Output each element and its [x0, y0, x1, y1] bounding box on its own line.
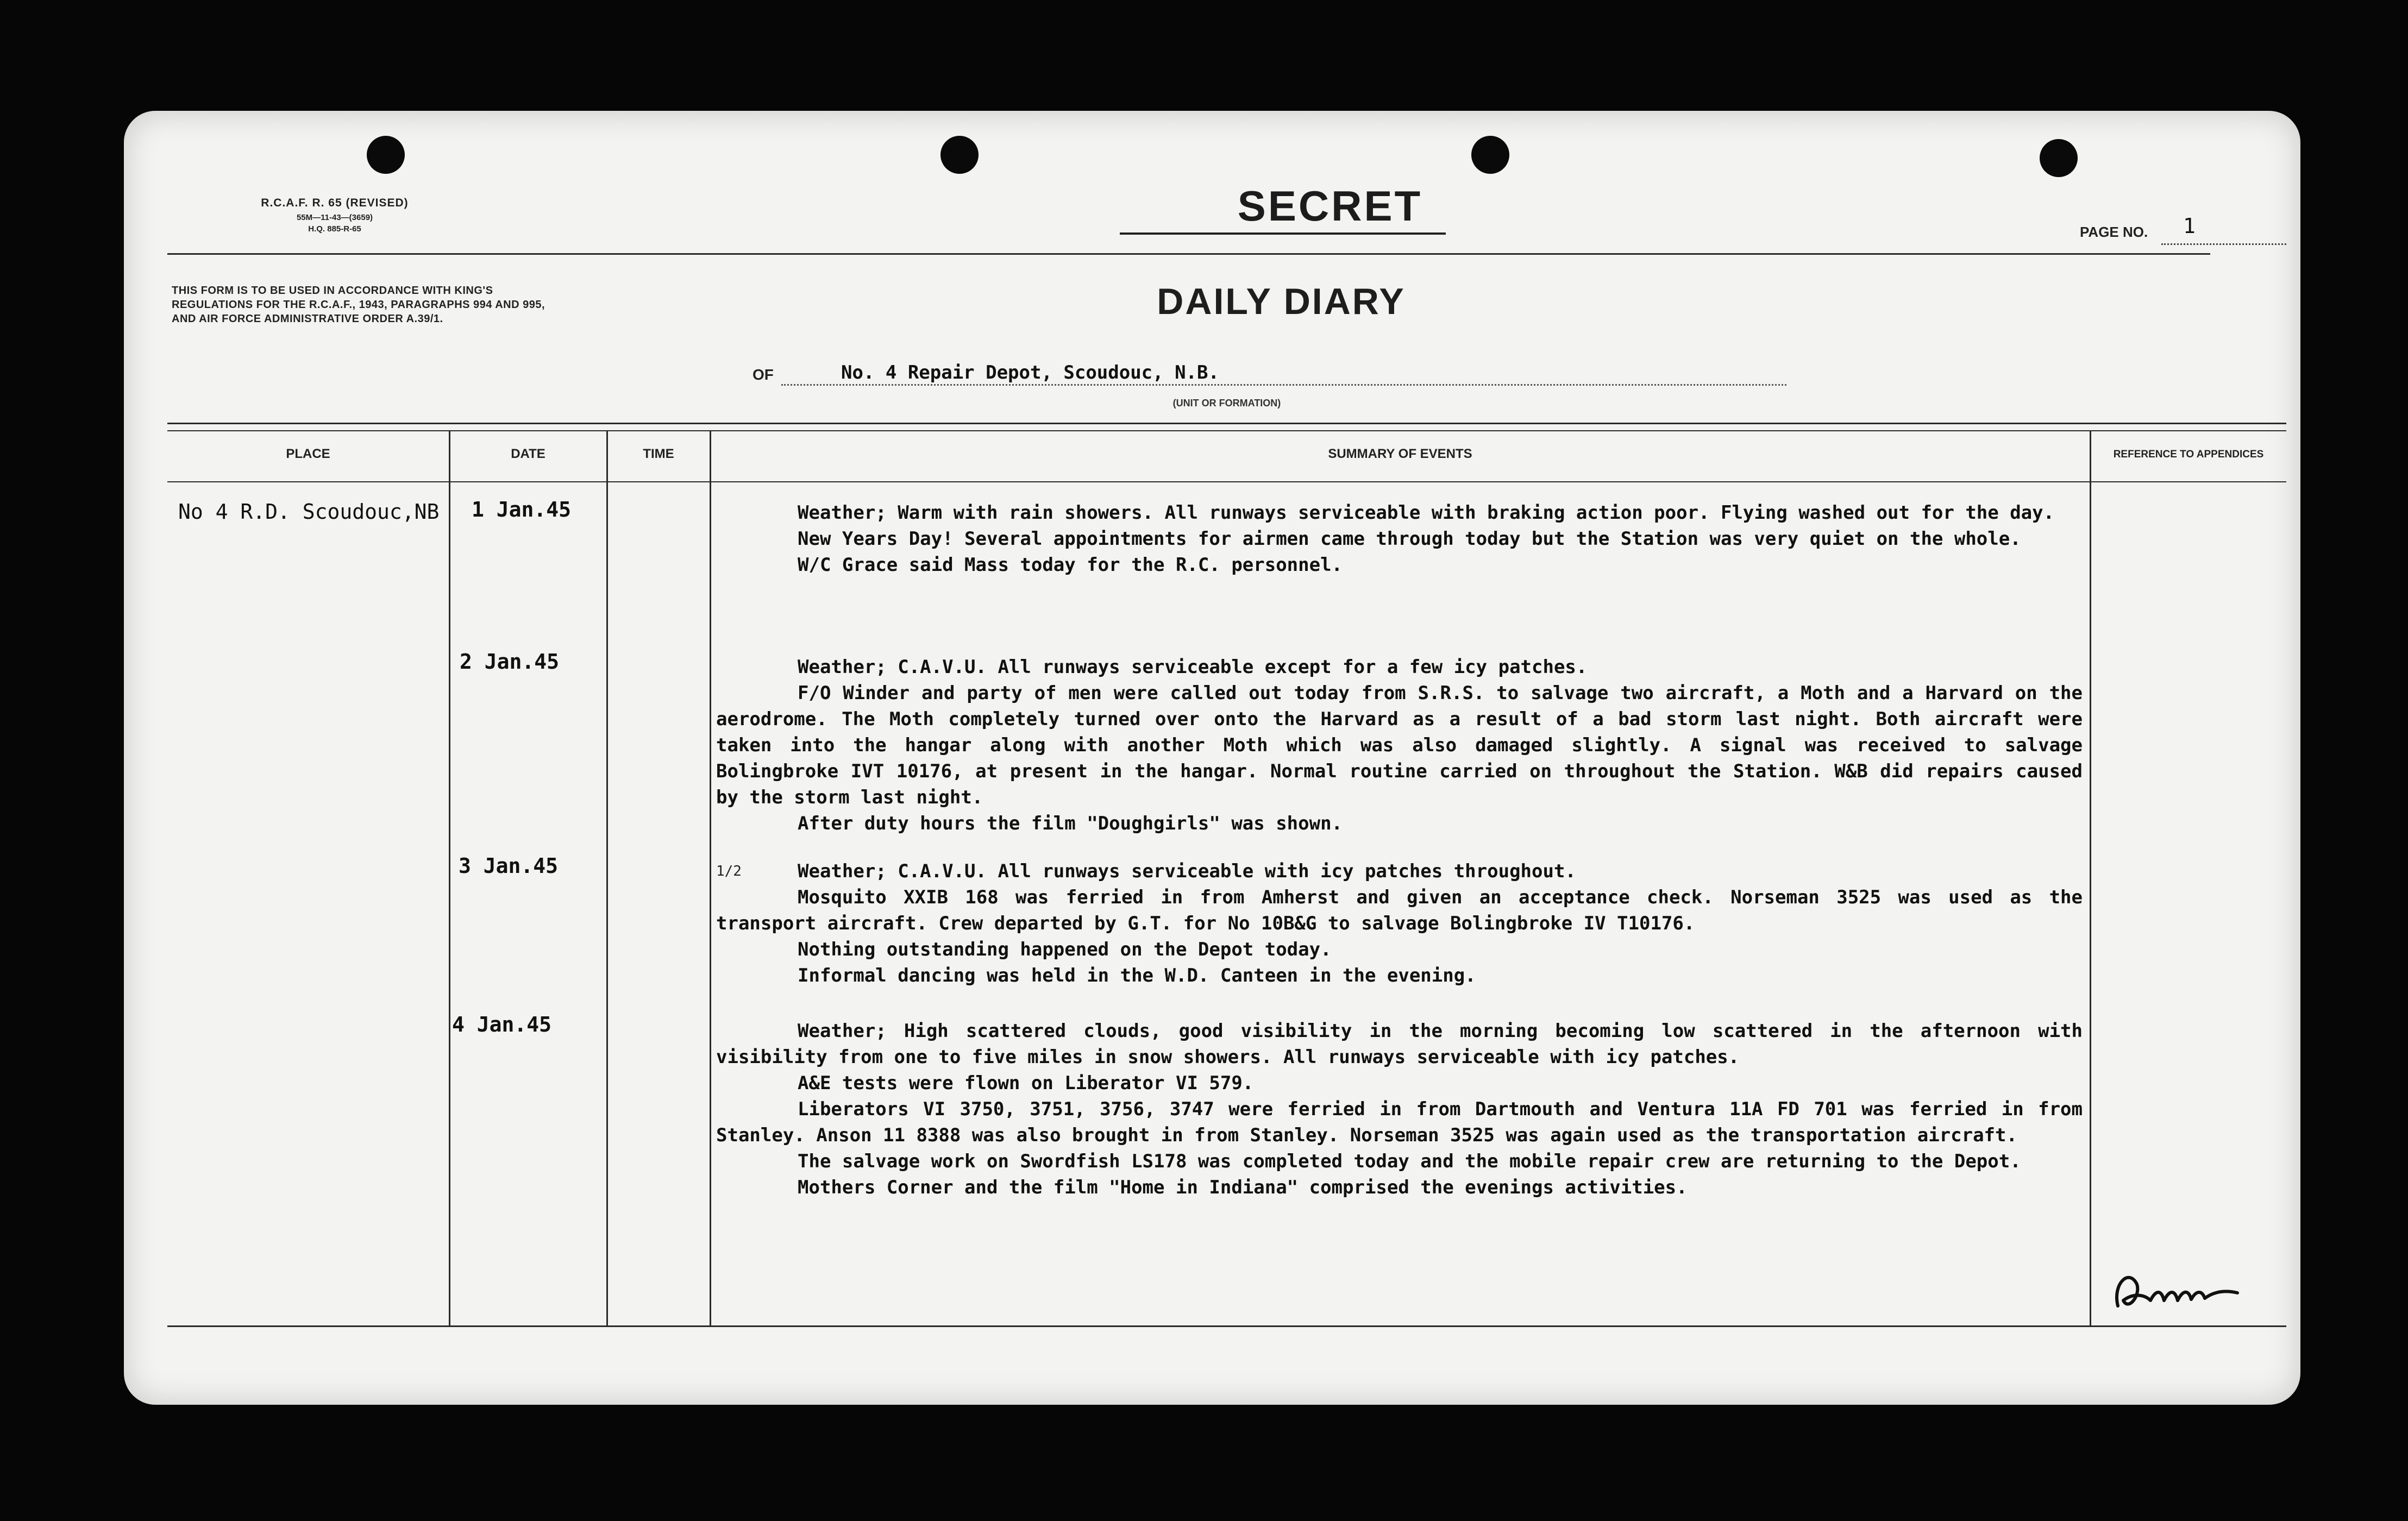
- summary-paragraph: Nothing outstanding happened on the Depot today.: [798, 939, 1332, 960]
- margin-mark: 1/2: [716, 863, 742, 879]
- summary-paragraph: W/C Grace said Mass today for the R.C. personnel.: [798, 554, 1343, 576]
- entry-date: 2 Jan.45: [460, 650, 560, 674]
- place-value: No 4 R.D. Scoudouc,NB: [178, 500, 440, 524]
- column-header-summary: SUMMARY OF EVENTS: [1328, 447, 1472, 461]
- punch-hole: [367, 136, 405, 174]
- entry-date: 4 Jan.45: [452, 1013, 552, 1036]
- form-reference: [183, 197, 487, 234]
- column-header-reference: REFERENCE TO APPENDICES: [2113, 449, 2264, 460]
- header-rule: [167, 253, 2210, 255]
- classification-heading: SECRET: [1237, 182, 1423, 230]
- column-divider: [449, 431, 450, 1327]
- entry-summary: [716, 500, 2083, 578]
- column-header-time: TIME: [643, 447, 674, 461]
- column-divider: [2090, 431, 2091, 1327]
- summary-paragraph: Weather; Warm with rain showers. All runways serviceable with braking action poor. Flying washed out for the day.: [798, 502, 2055, 524]
- entry-summary: [716, 654, 2083, 837]
- summary-paragraph: Mothers Corner and the film "Home in Indiana" comprised the evenings activities.: [798, 1177, 1688, 1198]
- punch-hole: [940, 136, 979, 174]
- form-number: R.C.A.F. R. 65 (REVISED): [261, 197, 409, 209]
- handwritten-initials: [2107, 1262, 2248, 1322]
- summary-paragraph: Weather; C.A.V.U. All runways serviceable except for a few icy patches.: [798, 656, 1588, 678]
- diary-sheet: [124, 111, 2300, 1405]
- unit-value: No. 4 Repair Depot, Scoudouc, N.B.: [841, 362, 1219, 384]
- form-instructions: THIS FORM IS TO BE USED IN ACCORDANCE WITH KING'S REGULATIONS FOR THE R.C.A.F., 1943, PARAGRAPHS 994 AND 995, AND AIR FORCE ADMINISTRATIVE ORDER A.39/1.: [172, 285, 545, 325]
- column-divider: [710, 431, 711, 1327]
- unit-caption: (UNIT OR FORMATION): [1172, 398, 1281, 408]
- page-number-line: [2161, 243, 2286, 245]
- punch-hole: [2040, 139, 2078, 177]
- column-divider: [606, 431, 608, 1327]
- entry-summary: [716, 858, 2083, 989]
- summary-paragraph: Informal dancing was held in the W.D. Canteen in the evening.: [798, 965, 1476, 986]
- entry-summary: [716, 1018, 2083, 1201]
- summary-paragraph: New Years Day! Several appointments for airmen came through today but the Station was very quiet on the whole.: [798, 528, 2021, 550]
- table-top-rule-inner: [167, 430, 2286, 431]
- print-code: 55M—11-43—(3659): [296, 213, 373, 222]
- summary-paragraph: Liberators VI 3750, 3751, 3756, 3747 were ferried in from Dartmouth and Ventura 11A FD 701 was ferried in from Stanley. Anson 11 8388 was also brought in from Stanley. Norseman 3525 was again used as the transportation aircraft.: [716, 1098, 2083, 1146]
- unit-label: OF: [752, 366, 774, 383]
- unit-line: [781, 384, 1786, 386]
- column-header-date: DATE: [511, 447, 545, 461]
- summary-paragraph: Weather; High scattered clouds, good visibility in the morning becoming low scattered in the afternoon with visibility from one to five miles in snow showers. All runways serviceable with icy patches.: [716, 1020, 2083, 1068]
- table-bottom-rule: [167, 1325, 2286, 1327]
- summary-paragraph: After duty hours the film "Doughgirls" was shown.: [798, 813, 1343, 834]
- summary-paragraph: F/O Winder and party of men were called out today from S.R.S. to salvage two aircraft, a Moth and a Harvard on the aerodrome. The Moth completely turned over onto the Harvard as a result of a bad storm last night. Both aircraft were taken into the hangar along with another Moth which was also damaged slightly. A signal was received to salvage Bolingbroke IVT 10176, at present in the hangar. Normal routine carried on throughout the Station. W&B did repairs caused by the storm last night.: [716, 682, 2083, 808]
- summary-paragraph: The salvage work on Swordfish LS178 was completed today and the mobile repair crew are returning to the Depot.: [798, 1151, 2021, 1172]
- entry-date: 3 Jan.45: [459, 854, 559, 878]
- page-number-label: PAGE NO.: [2080, 224, 2148, 240]
- summary-paragraph: Mosquito XXIB 168 was ferried in from Amherst and given an acceptance check. Norseman 3525 was used as the transport aircraft. Crew departed by G.T. for No 10B&G to salvage Bolingbroke IV T10176.: [716, 887, 2083, 934]
- column-header-rule: [167, 481, 2286, 482]
- summary-paragraph: A&E tests were flown on Liberator VI 579.: [798, 1072, 1254, 1094]
- table-top-rule: [167, 423, 2286, 424]
- classification-underline: [1120, 232, 1446, 235]
- summary-paragraph: Weather; C.A.V.U. All runways serviceable with icy patches throughout.: [798, 860, 1576, 882]
- page-number-value: 1: [2183, 214, 2196, 238]
- punch-hole: [1471, 136, 1509, 174]
- column-header-place: PLACE: [286, 447, 330, 461]
- entry-date: 1 Jan.45: [472, 498, 572, 521]
- page-title: DAILY DIARY: [1157, 281, 1406, 322]
- hq-code: H.Q. 885-R-65: [308, 224, 361, 234]
